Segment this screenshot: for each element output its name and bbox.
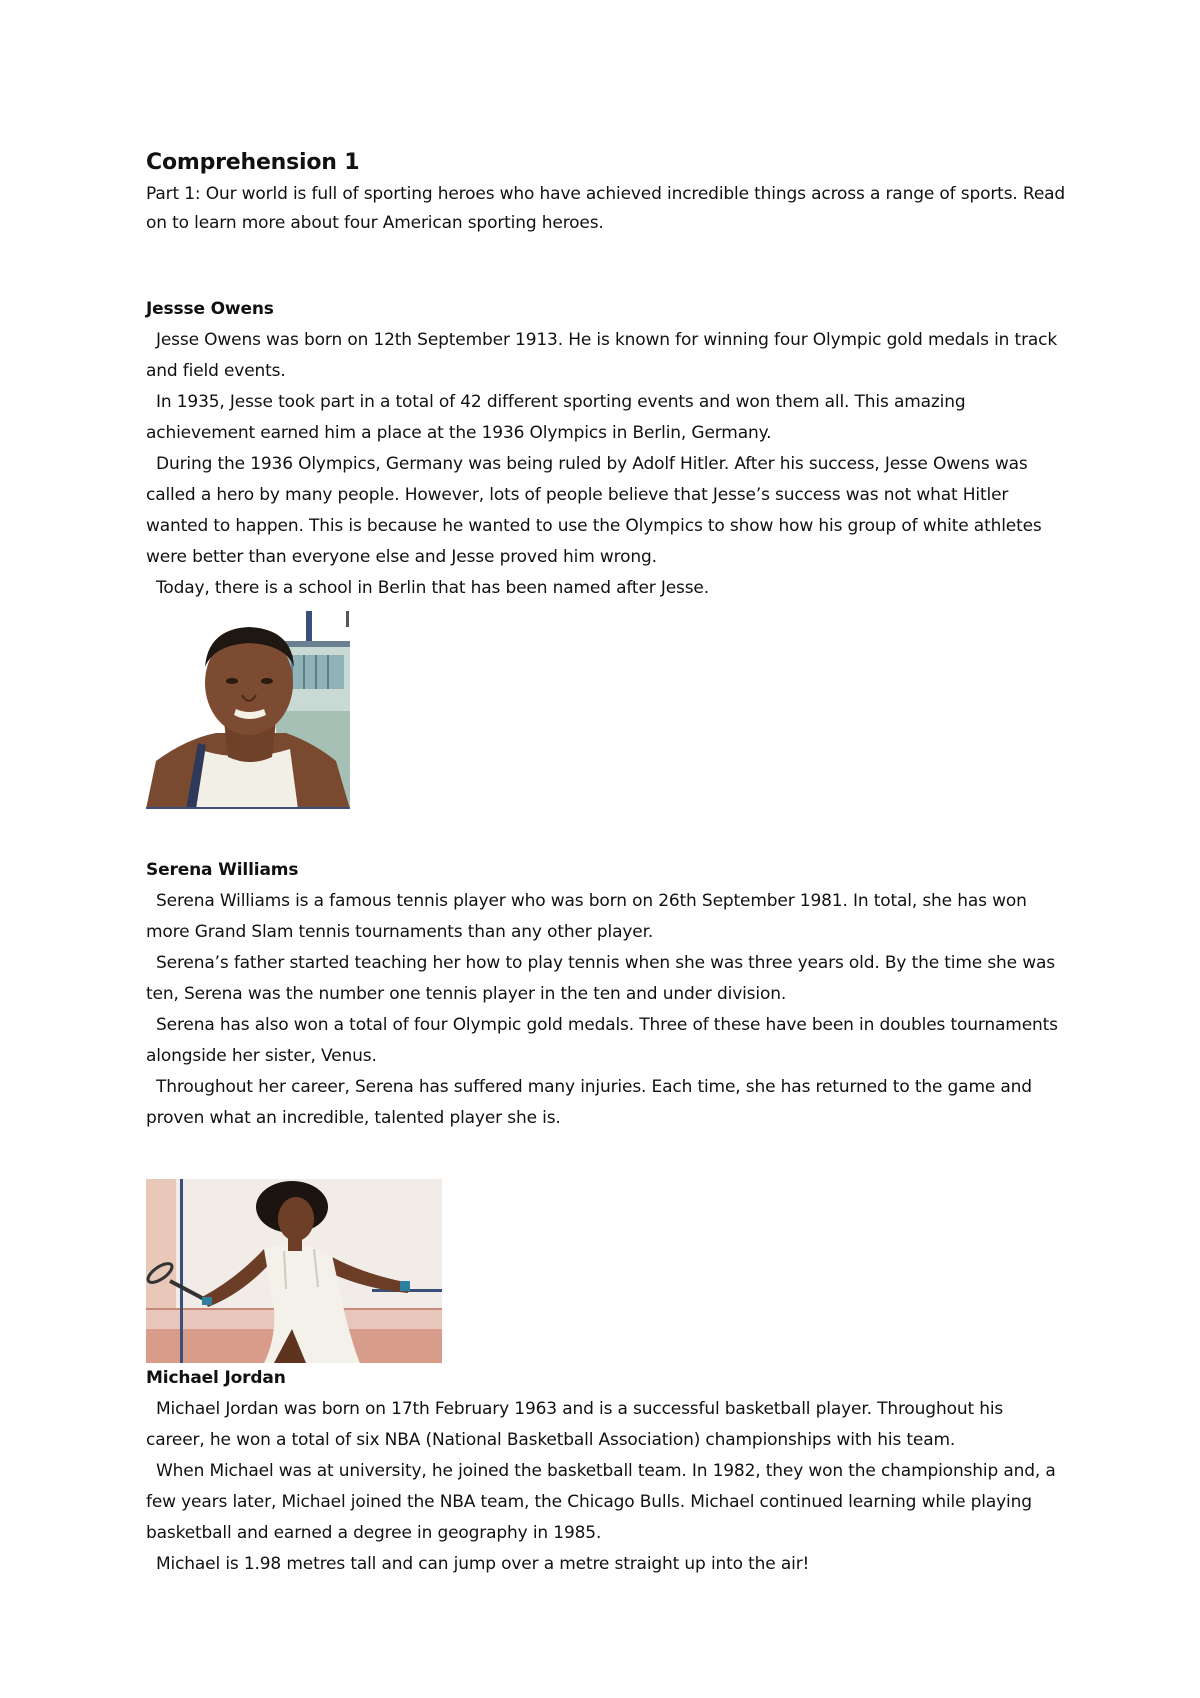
paragraph: Michael Jordan was born on 17th February 1963 and is a successful basketball player. Throughout his career, he won a total of six NBA (National Basketball Association) championships with his team. xyxy=(146,1399,1004,1450)
section-jesse-owens xyxy=(146,294,1066,809)
serena-williams-illustration xyxy=(146,1179,442,1363)
document-page xyxy=(146,146,1066,1580)
section-serena-williams xyxy=(146,855,1066,1363)
paragraph: Serena Williams is a famous tennis player who was born on 26th September 1981. In total, she has won more Grand Slam tennis tournaments than any other player. xyxy=(146,891,1027,942)
section-heading: Jessse Owens xyxy=(146,299,274,319)
intro-paragraph: Part 1: Our world is full of sporting heroes who have achieved incredible things across a range of sports. Read on to learn more about four American sporting heroes. xyxy=(146,184,1066,233)
paragraph: Throughout her career, Serena has suffered many injuries. Each time, she has returned to the game and proven what an incredible, talented player she is. xyxy=(146,1077,1032,1128)
paragraph: During the 1936 Olympics, Germany was being ruled by Adolf Hitler. After his success, Jesse Owens was called a hero by many people. However, lots of people believe that Jesse’s success was not what Hitler wanted to happen. This is because he wanted to use the Olympics to show how his group of white athletes were better than everyone else and Jesse proved him wrong. xyxy=(146,454,1042,567)
paragraph: Serena’s father started teaching her how to play tennis when she was three years old. By the time she was ten, Serena was the number one tennis player in the ten and under division. xyxy=(146,953,1055,1004)
section-michael-jordan xyxy=(146,1363,1066,1580)
paragraph: In 1935, Jesse took part in a total of 42 different sporting events and won them all. This amazing achievement earned him a place at the 1936 Olympics in Berlin, Germany. xyxy=(146,392,966,443)
paragraph: Today, there is a school in Berlin that has been named after Jesse. xyxy=(156,578,709,598)
paragraph: Michael is 1.98 metres tall and can jump over a metre straight up into the air! xyxy=(156,1554,810,1574)
page-title: Comprehension 1 xyxy=(146,150,360,175)
section-heading: Michael Jordan xyxy=(146,1368,286,1388)
section-heading: Serena Williams xyxy=(146,860,299,880)
paragraph: When Michael was at university, he joined the basketball team. In 1982, they won the championship and, a few years later, Michael joined the NBA team, the Chicago Bulls. Michael continued learning while playing basketball and earned a degree in geography in 1985. xyxy=(146,1461,1056,1543)
paragraph: Jesse Owens was born on 12th September 1913. He is known for winning four Olympic gold medals in track and field events. xyxy=(146,330,1058,381)
paragraph: Serena has also won a total of four Olympic gold medals. Three of these have been in doubles tournaments alongside her sister, Venus. xyxy=(146,1015,1058,1066)
jesse-owens-illustration xyxy=(146,611,350,809)
